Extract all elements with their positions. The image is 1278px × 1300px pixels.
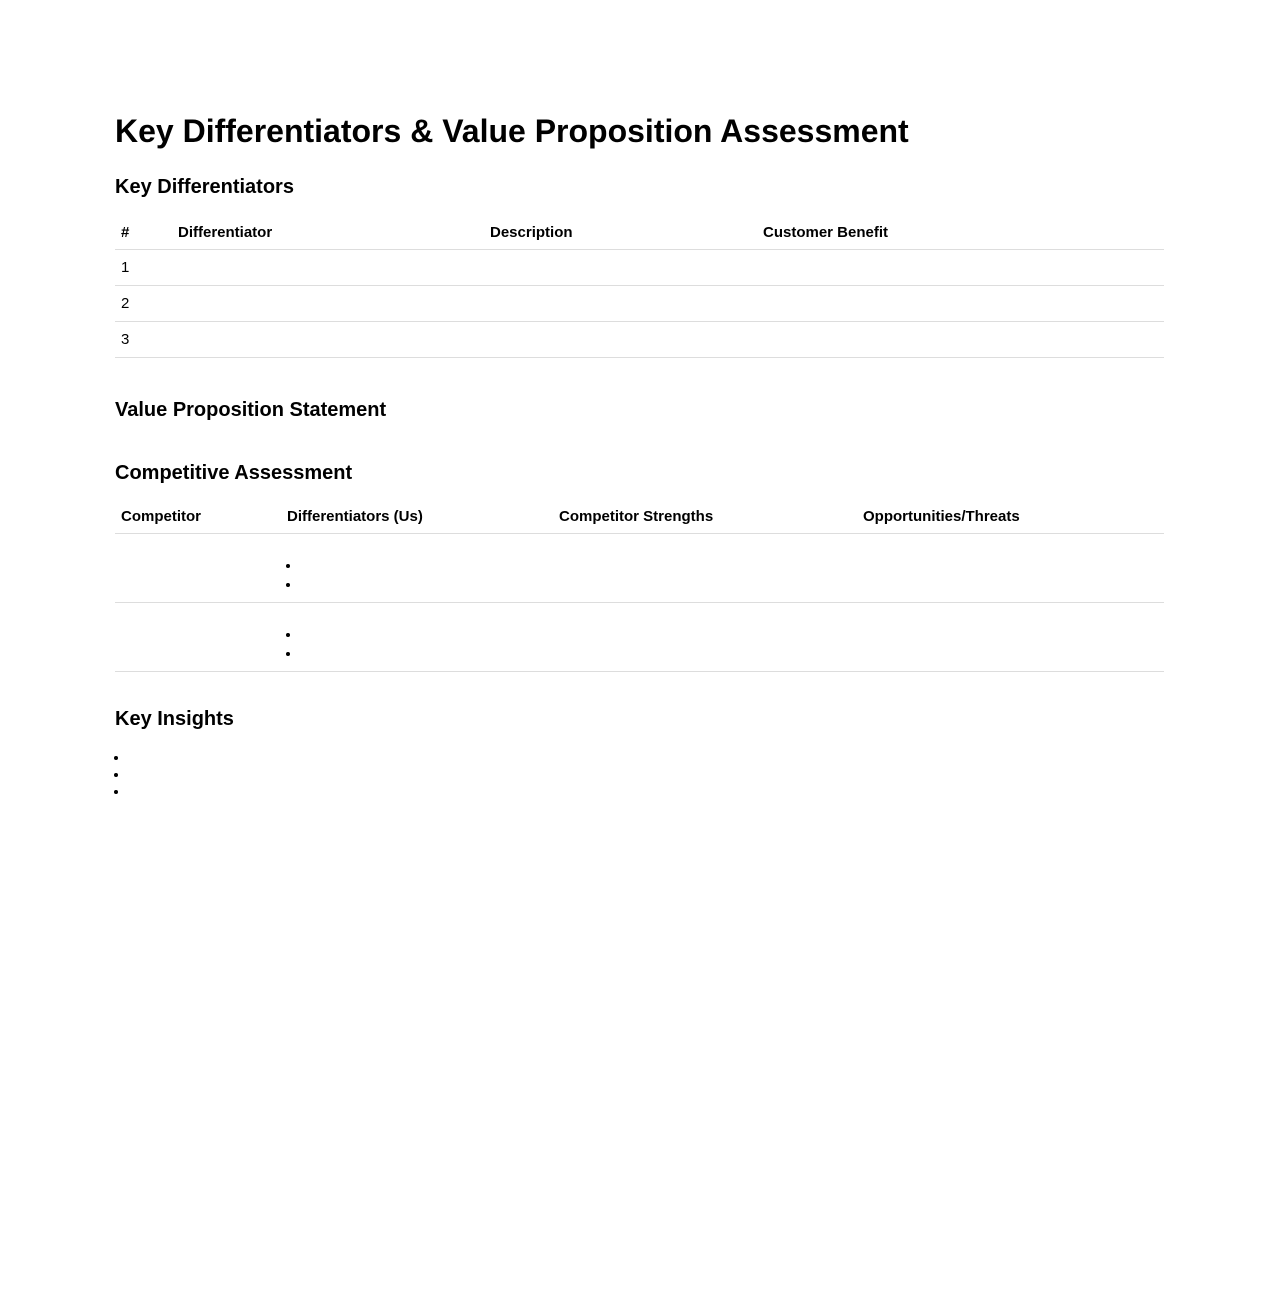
column-header-description: Description [484, 215, 757, 250]
column-header-opportunities-threats: Opportunities/Threats [857, 499, 1164, 534]
cell-row-number: 2 [115, 286, 172, 322]
table-row [115, 603, 1164, 672]
section-heading-key-insights: Key Insights [115, 708, 234, 730]
differentiators-bullet-list [287, 556, 547, 594]
cell-differentiator [172, 286, 484, 322]
cell-description [484, 286, 757, 322]
key-insights-list [115, 749, 1164, 800]
cell-description [484, 322, 757, 358]
section-heading-key-differentiators: Key Differentiators [115, 176, 294, 198]
column-header-differentiator: Differentiator [172, 215, 484, 250]
section-heading-value-proposition: Value Proposition Statement [115, 399, 387, 421]
cell-opportunities-threats [857, 534, 1164, 603]
insight-bullet-item [129, 766, 1164, 783]
column-header-customer-benefit: Customer Benefit [757, 215, 1164, 250]
cell-differentiators-us [281, 534, 553, 603]
cell-competitor [115, 534, 281, 603]
column-header-differentiators-us: Differentiators (Us) [281, 499, 553, 534]
competitive-assessment-table [115, 499, 1164, 672]
table-row [115, 322, 1164, 358]
column-header-competitor: Competitor [115, 499, 281, 534]
bullet-item [301, 625, 547, 644]
cell-description [484, 250, 757, 286]
cell-row-number: 1 [115, 250, 172, 286]
section-heading-competitive-assessment: Competitive Assessment [115, 462, 353, 484]
cell-opportunities-threats [857, 603, 1164, 672]
cell-differentiators-us [281, 603, 553, 672]
insight-bullet-item [129, 783, 1164, 800]
column-header-competitor-strengths: Competitor Strengths [553, 499, 857, 534]
cell-differentiator [172, 250, 484, 286]
bullet-item [301, 575, 547, 594]
table-row [115, 286, 1164, 322]
key-differentiators-table [115, 215, 1164, 358]
key-differentiators-header-row [115, 215, 1164, 250]
differentiators-bullet-list [287, 625, 547, 663]
column-header-number: # [115, 215, 172, 250]
cell-differentiator [172, 322, 484, 358]
cell-competitor-strengths [553, 534, 857, 603]
page-title: Key Differentiators & Value Proposition Assessment [115, 113, 909, 149]
table-row [115, 534, 1164, 603]
bullet-item [301, 644, 547, 663]
insight-bullet-item [129, 749, 1164, 766]
cell-competitor-strengths [553, 603, 857, 672]
cell-competitor [115, 603, 281, 672]
cell-customer-benefit [757, 250, 1164, 286]
cell-row-number: 3 [115, 322, 172, 358]
competitive-assessment-header-row [115, 499, 1164, 534]
cell-customer-benefit [757, 286, 1164, 322]
table-row [115, 250, 1164, 286]
bullet-item [301, 556, 547, 575]
cell-customer-benefit [757, 322, 1164, 358]
